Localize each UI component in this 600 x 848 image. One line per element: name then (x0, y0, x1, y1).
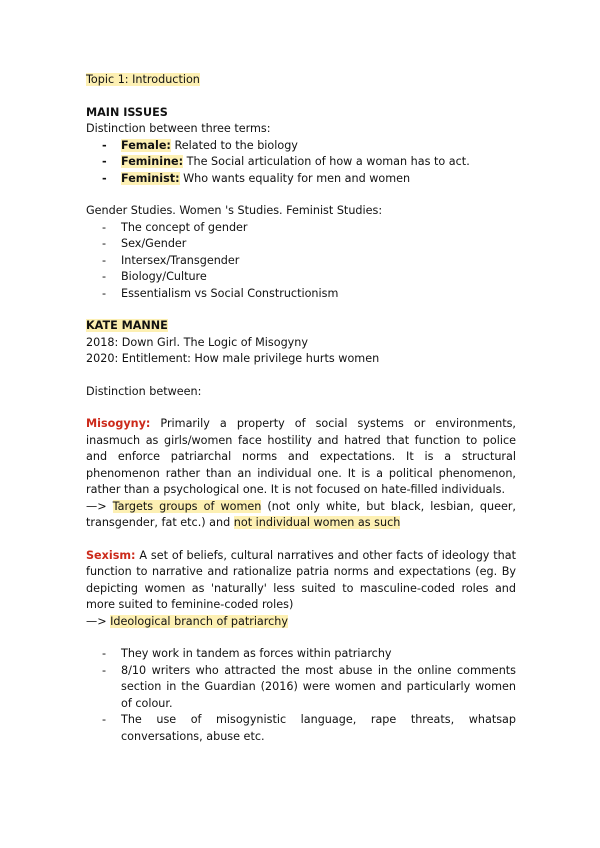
sexism-paragraph (86, 548, 516, 614)
studies-intro: Gender Studies. Women 's Studies. Feminist Studies: (86, 204, 383, 217)
arrow: —> (86, 499, 113, 513)
manne-heading-line (86, 318, 516, 335)
not-individual-highlight: not individual women as such (233, 516, 401, 529)
list-item: - Sex/Gender (86, 236, 516, 253)
list-item: - Biology/Culture (86, 269, 516, 286)
list-item: - Intersex/Transgender (86, 253, 516, 270)
sexism-branch (86, 614, 516, 631)
term-definition: Related to the biology (170, 138, 298, 152)
document-content (86, 72, 516, 745)
term-definition: Who wants equality for men and women (179, 171, 411, 185)
targets-highlight: Targets groups of women (112, 499, 262, 513)
misogyny-text: Primarily a property of social systems or environments, inasmuch as girls/women face hostility and hatred that function to police and enforce patriarchal norms and expectations. It is a structural phenomenon rather than an individual one. It is a political phenomenon, rather than a psychological one. It is not focused on hate-filled individuals. (86, 417, 516, 496)
notes-list (86, 646, 516, 745)
term-label: Feminine (121, 155, 179, 168)
branch-highlight: Ideological branch of patriarchy (110, 614, 288, 628)
list-item: - 8/10 writers who attracted the most abuse in the online comments section in the Guardian (2016) were women and particularly women of colour. (86, 663, 516, 713)
list-item: - The use of misogynistic language, rape threats, whatsap conversations, abuse etc. (86, 712, 516, 745)
term-definition: The Social articulation of how a woman has to act. (183, 155, 470, 168)
sexism-text: A set of beliefs, cultural narratives and other facts of ideology that function to narrative and rationalize patria norms and expectations (eg. By depicting women as 'naturally' less suited to masculine-coded roles and more suited to feminine-coded roles) (86, 548, 516, 611)
topic-title: Topic 1: Introduction (86, 73, 200, 86)
sexism-term: Sexism: (86, 548, 136, 562)
term-item-feminine: - Feminine: The Social articulation of how a woman has to act. (86, 154, 516, 171)
misogyny-term: Misogyny: (86, 417, 151, 430)
term-item-female: - Female: Related to the biology (86, 138, 516, 155)
term-label: Feminist (121, 171, 176, 185)
arrow: —> (86, 614, 111, 628)
terms-list (86, 138, 516, 188)
list-item: - Essentialism vs Social Constructionism (86, 286, 516, 303)
distinction-intro: Distinction between: (86, 384, 202, 398)
misogyny-targets (86, 499, 516, 532)
term-item-feminist: - Feminist: Who wants equality for men and women (86, 171, 516, 188)
studies-list (86, 220, 516, 303)
manne-heading: KATE MANNE (86, 319, 168, 332)
manne-work-1: 2018: Down Girl. The Logic of Misogyny (86, 335, 309, 349)
list-item: - The concept of gender (86, 220, 516, 237)
manne-work-2: 2020: Entitlement: How male privilege hurts women (86, 352, 380, 365)
main-issues-heading: MAIN ISSUES (86, 105, 168, 119)
misogyny-paragraph (86, 416, 516, 499)
term-label: Female (121, 138, 167, 152)
list-item: - They work in tandem as forces within patriarchy (86, 646, 516, 663)
main-issues-intro: Distinction between three terms: (86, 122, 271, 135)
targets-rest: (not only white, but black, lesbian, queer, transgender, fat etc.) and (86, 499, 516, 529)
topic-line (86, 72, 516, 89)
